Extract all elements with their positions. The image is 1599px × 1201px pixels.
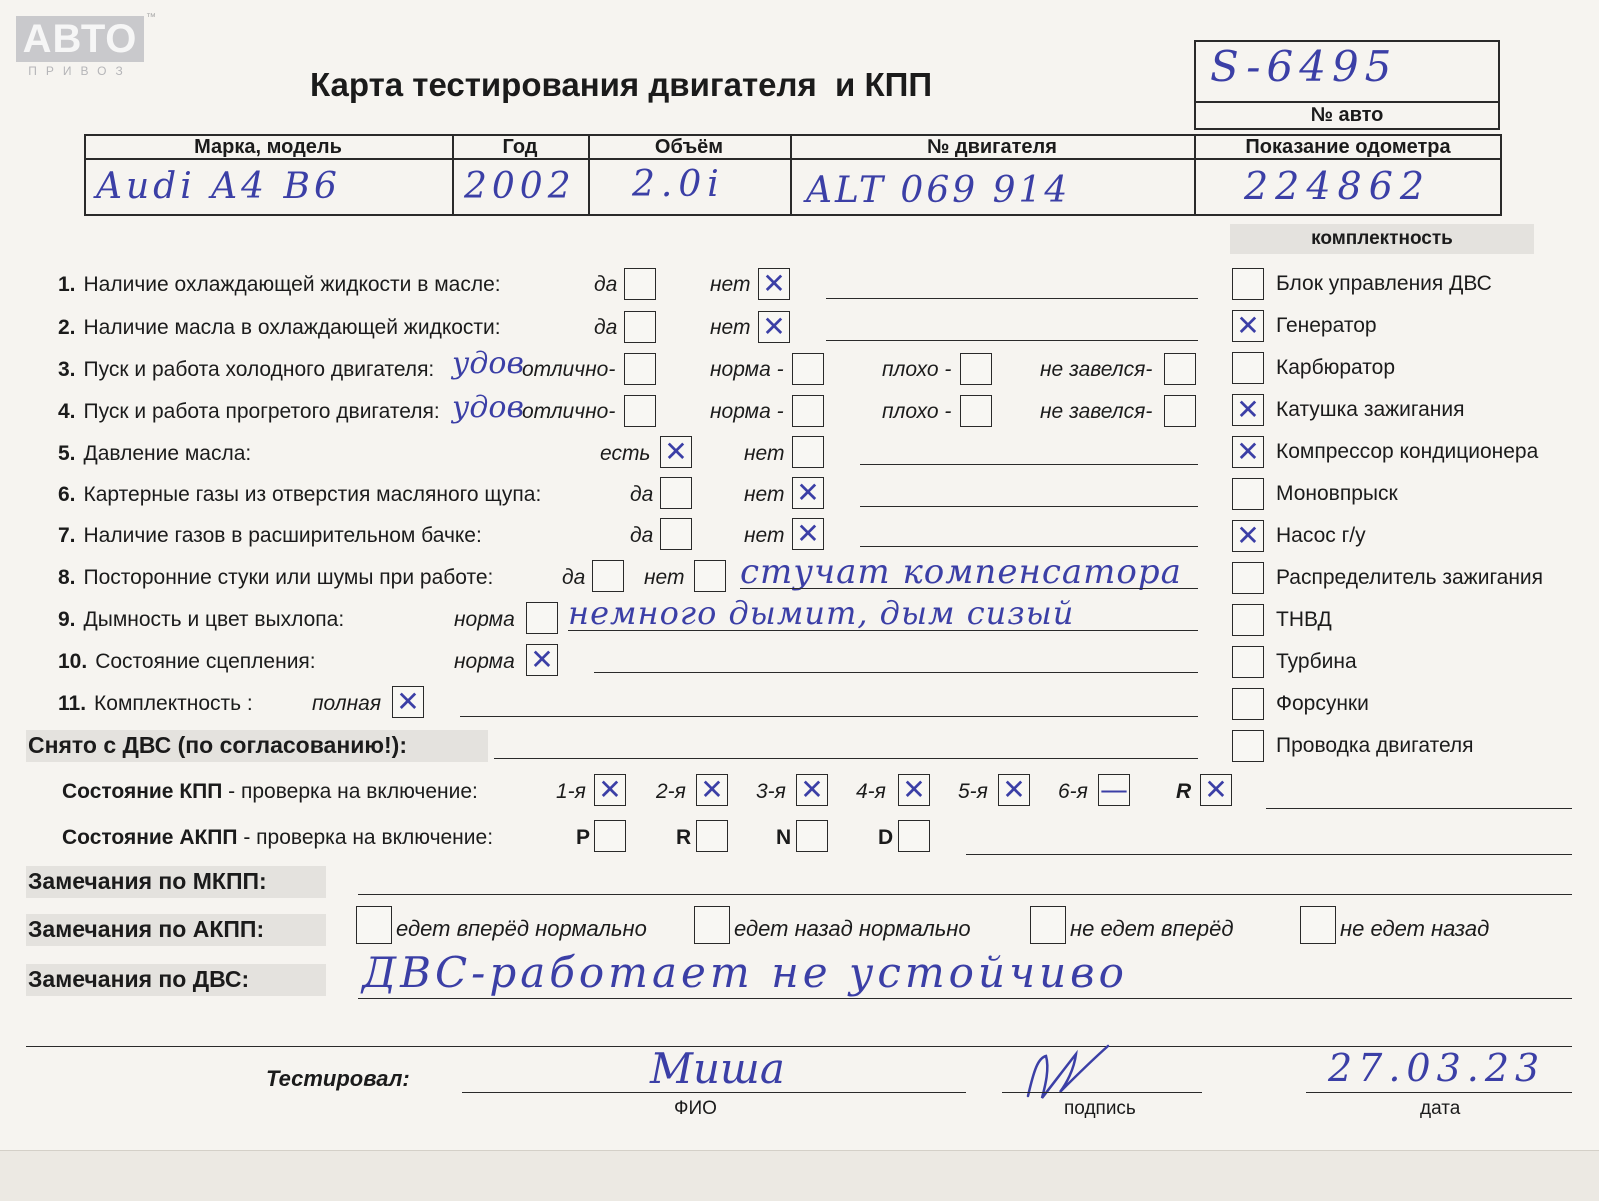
item-2-yes-checkbox[interactable] (624, 311, 656, 343)
item-9-line (568, 630, 1198, 631)
gear-5-label: 5-я (958, 780, 988, 803)
check-mark-icon: ✕ (762, 267, 786, 300)
check-mark-icon: ✕ (762, 310, 786, 343)
item-5-number: 5. (58, 442, 76, 465)
name-caption: ФИО (674, 1098, 717, 1119)
item-2-opt-no: нет (710, 316, 751, 339)
item-8-label (58, 566, 493, 590)
item-10-line (594, 672, 1198, 673)
completeness-checkbox-7[interactable] (1232, 520, 1264, 552)
check-mark-icon: ✕ (1002, 773, 1026, 806)
item-6-opt-yes: да (630, 483, 654, 506)
check-mark-icon: ✕ (1236, 435, 1260, 468)
col-header-odometer: Показание одометра (1245, 136, 1451, 158)
signature-caption: подпись (1064, 1098, 1136, 1119)
item-1-opt-no: нет (710, 273, 751, 296)
item-1-label (58, 273, 501, 297)
completeness-checkbox-2[interactable] (1232, 310, 1264, 342)
tester-name: Миша (650, 1044, 785, 1093)
item-9-text: Дымность и цвет выхлопа: (83, 608, 345, 631)
check-mark-icon: ✕ (598, 773, 622, 806)
item-8-number: 8. (58, 566, 76, 589)
gear-6-label: 6-я (1058, 780, 1088, 803)
auto-number-label: № авто (1310, 104, 1384, 126)
item-4-bad-checkbox[interactable] (960, 395, 992, 427)
item-2-line (826, 340, 1198, 341)
item-7-number: 7. (58, 524, 76, 547)
item-3-bad-checkbox[interactable] (960, 353, 992, 385)
gear-5-checkbox[interactable] (998, 774, 1030, 806)
item-3-opt-excellent: отлично- (522, 358, 616, 381)
item-4-opt-bad: плохо - (882, 400, 952, 423)
item-2-text: Наличие масла в охлаждающей жидкости: (83, 316, 501, 339)
gear-1-checkbox[interactable] (594, 774, 626, 806)
akpp-line (966, 854, 1572, 855)
akpp-mode-r-label: R (676, 826, 692, 849)
item-10-label (58, 650, 316, 674)
item-10-opt-normal: норма (454, 650, 515, 673)
completeness-checkbox-10[interactable] (1232, 646, 1264, 678)
completeness-label-10: Турбина (1276, 650, 1357, 673)
akpp-mode-p-checkbox[interactable] (594, 820, 626, 852)
item-5-label (58, 442, 251, 466)
item-4-excellent-checkbox[interactable] (624, 395, 656, 427)
signature-line (1002, 1092, 1202, 1093)
completeness-label-12: Проводка двигателя (1276, 734, 1474, 757)
model-value: Audi A4 B6 (96, 166, 341, 207)
item-3-label (58, 358, 434, 382)
col-header-engine-number: № двигателя (927, 136, 1057, 158)
item-6-line (860, 506, 1198, 507)
signature-image (1016, 1040, 1116, 1106)
item-8-no-checkbox[interactable] (694, 560, 726, 592)
check-mark-icon: ✕ (700, 773, 724, 806)
gear-4-label: 4-я (856, 780, 886, 803)
item-10-number: 10. (58, 650, 88, 673)
date-caption: дата (1420, 1098, 1461, 1119)
item-8-opt-no: нет (644, 566, 685, 589)
akpp-mode-d-label: D (878, 826, 894, 849)
gear-2-checkbox[interactable] (696, 774, 728, 806)
item-1-line (826, 298, 1198, 299)
item-9-label (58, 608, 344, 632)
akpp-no-backward-checkbox[interactable] (1300, 906, 1336, 944)
item-3-text: Пуск и работа холодного двигателя: (83, 358, 435, 381)
logo-tm: ™ (146, 12, 156, 23)
akpp-mode-n-label: N (776, 826, 792, 849)
name-line (462, 1092, 966, 1093)
item-1-number: 1. (58, 273, 76, 296)
completeness-label-8: Распределитель зажигания (1276, 566, 1544, 589)
remarks-akpp-label: Замечания по АКПП: (28, 916, 265, 942)
completeness-label-9: ТНВД (1276, 608, 1332, 631)
page-title: Карта тестирования двигателя и КПП (310, 66, 933, 103)
col-header-volume: Объём (654, 136, 724, 158)
item-7-text: Наличие газов в расширительном бачке: (83, 524, 482, 547)
item-7-label (58, 524, 482, 548)
completeness-label-5: Компрессор кондиционера (1276, 440, 1539, 463)
akpp-no-backward-label: не едет назад (1340, 916, 1490, 941)
gear-3-checkbox[interactable] (796, 774, 828, 806)
item-11-number: 11. (58, 692, 87, 715)
completeness-checkbox-3[interactable] (1232, 352, 1264, 384)
completeness-title: комплектность (1311, 228, 1453, 249)
item-2-no-checkbox[interactable] (758, 311, 790, 343)
akpp-backward-ok-checkbox[interactable] (694, 906, 730, 944)
item-8-opt-yes: да (562, 566, 586, 589)
check-mark-icon: ✕ (396, 685, 420, 718)
item-6-yes-checkbox[interactable] (660, 477, 692, 509)
check-mark-icon: ✕ (902, 773, 926, 806)
check-mark-icon: ✕ (1236, 309, 1260, 342)
gear-r-label: R (1176, 780, 1192, 803)
akpp-forward-ok-checkbox[interactable] (356, 906, 392, 944)
item-6-text: Картерные газы из отверстия масляного щупа: (83, 483, 542, 506)
gear-2-label: 2-я (656, 780, 686, 803)
remarks-mkpp-label: Замечания по МКПП: (28, 868, 267, 894)
akpp-no-forward-checkbox[interactable] (1030, 906, 1066, 944)
item-8-text: Посторонние стуки или шумы при работе: (83, 566, 494, 589)
item-8-note: стучат компенсатора (740, 552, 1182, 592)
completeness-label-4: Катушка зажигания (1276, 398, 1465, 421)
item-5-no-checkbox[interactable] (792, 436, 824, 468)
completeness-checkbox-4[interactable] (1232, 394, 1264, 426)
item-10-normal-checkbox[interactable] (526, 644, 558, 676)
completeness-label-2: Генератор (1276, 314, 1377, 337)
gear-1-label: 1-я (556, 780, 586, 803)
akpp-label-rest: - проверка на включение: (237, 826, 494, 849)
item-11-label (58, 692, 253, 716)
item-1-opt-yes: да (594, 273, 618, 296)
removed-label: Снято с ДВС (по согласованию!): (28, 732, 407, 758)
logo-text: АВТО (16, 16, 144, 62)
kpp-label-rest: - проверка на включение: (222, 780, 478, 803)
remarks-dvs-label: Замечания по ДВС: (28, 966, 250, 992)
item-4-nostart-checkbox[interactable] (1164, 395, 1196, 427)
gear-3-label: 3-я (756, 780, 786, 803)
item-4-opt-excellent: отлично- (522, 400, 616, 423)
item-7-line (860, 546, 1198, 547)
paper-bottom-edge (0, 1150, 1599, 1201)
completeness-label-3: Карбюратор (1276, 356, 1396, 379)
item-6-opt-no: нет (744, 483, 785, 506)
item-4-number: 4. (58, 400, 76, 423)
item-2-label (58, 316, 501, 340)
item-4-opt-normal: норма - (710, 400, 784, 423)
item-5-opt-no: нет (744, 442, 785, 465)
completeness-checkbox-8[interactable] (1232, 562, 1264, 594)
item-6-no-checkbox[interactable] (792, 477, 824, 509)
logo-subtext: ПРИВОЗ (28, 64, 132, 78)
gear-4-checkbox[interactable] (898, 774, 930, 806)
check-mark-icon: ✕ (664, 435, 688, 468)
completeness-checkbox-12[interactable] (1232, 730, 1264, 762)
item-1-text: Наличие охлаждающей жидкости в масле: (83, 273, 501, 296)
akpp-no-forward-label: не едет вперёд (1070, 916, 1234, 941)
item-9-note: немного дымит, дым сизый (568, 594, 1075, 632)
remarks-dvs-value: ДВС-работает не устойчиво (362, 948, 1128, 997)
item-6-label (58, 483, 541, 507)
item-3-opt-nostart: не завелся- (1040, 358, 1153, 381)
item-5-opt-yes: есть (600, 442, 651, 465)
item-3-excellent-checkbox[interactable] (624, 353, 656, 385)
item-3-nostart-checkbox[interactable] (1164, 353, 1196, 385)
check-mark-icon: ✕ (1204, 773, 1228, 806)
gear-r-checkbox[interactable] (1200, 774, 1232, 806)
item-4-opt-nostart: не завелся- (1040, 400, 1153, 423)
item-4-label (58, 400, 440, 424)
item-7-no-checkbox[interactable] (792, 518, 824, 550)
volume-value: 2.0i (632, 164, 725, 205)
col-header-year: Год (502, 136, 538, 158)
item-9-opt-normal: норма (454, 608, 515, 631)
item-5-text: Давление масла: (83, 442, 252, 465)
completeness-label-11: Форсунки (1276, 692, 1369, 715)
completeness-checkbox-5[interactable] (1232, 436, 1264, 468)
gear-6-checkbox[interactable] (1098, 774, 1130, 806)
engine-number-value: ALT 069 914 (806, 170, 1071, 211)
completeness-checkbox-6[interactable] (1232, 478, 1264, 510)
kpp-line (1266, 808, 1572, 809)
item-11-opt-full: полная (312, 692, 382, 715)
remarks-dvs-line (358, 998, 1572, 999)
akpp-mode-n-checkbox[interactable] (796, 820, 828, 852)
signoff-label: Тестировал: (266, 1066, 410, 1091)
item-9-number: 9. (58, 608, 76, 631)
completeness-label-7: Насос г/у (1276, 524, 1366, 547)
item-3-normal-checkbox[interactable] (792, 353, 824, 385)
check-mark-icon: ✕ (800, 773, 824, 806)
item-3-opt-bad: плохо - (882, 358, 952, 381)
akpp-forward-ok-label: едет вперёд нормально (396, 916, 647, 941)
auto-number-divider (1194, 101, 1500, 103)
akpp-label-bold: Состояние АКПП (62, 826, 238, 849)
item-4-normal-checkbox[interactable] (792, 395, 824, 427)
kpp-label (62, 780, 478, 804)
item-4-text: Пуск и работа прогретого двигателя: (83, 400, 440, 423)
akpp-mode-d-checkbox[interactable] (898, 820, 930, 852)
item-7-opt-yes: да (630, 524, 654, 547)
check-mark-icon: ✕ (1236, 393, 1260, 426)
akpp-mode-r-checkbox[interactable] (696, 820, 728, 852)
completeness-checkbox-11[interactable] (1232, 688, 1264, 720)
item-4-note: удов (452, 390, 524, 425)
test-date: 27.03.23 (1328, 1046, 1546, 1090)
item-2-number: 2. (58, 316, 76, 339)
check-mark-icon: ✕ (1236, 519, 1260, 552)
completeness-label-1: Блок управления ДВС (1276, 272, 1492, 295)
item-5-yes-checkbox[interactable] (660, 436, 692, 468)
item-1-no-checkbox[interactable] (758, 268, 790, 300)
item-2-opt-yes: да (594, 316, 618, 339)
completeness-checkbox-1[interactable] (1232, 268, 1264, 300)
item-11-line (460, 716, 1198, 717)
dash-mark-icon: — (1100, 773, 1128, 806)
item-8-line (740, 588, 1198, 589)
check-mark-icon: ✕ (796, 476, 820, 509)
kpp-label-bold: Состояние КПП (62, 780, 223, 803)
completeness-checkbox-9[interactable] (1232, 604, 1264, 636)
item-1-yes-checkbox[interactable] (624, 268, 656, 300)
item-11-full-checkbox[interactable] (392, 686, 424, 718)
item-5-line (860, 464, 1198, 465)
removed-line (494, 758, 1198, 759)
col-header-model: Марка, модель (194, 136, 342, 158)
auto-number-value: S-6495 (1210, 42, 1398, 91)
date-line (1306, 1092, 1572, 1093)
item-3-opt-normal: норма - (710, 358, 784, 381)
item-8-yes-checkbox[interactable] (592, 560, 624, 592)
remarks-mkpp-line (358, 894, 1572, 895)
akpp-backward-ok-label: едет назад нормально (734, 916, 971, 941)
item-10-text: Состояние сцепления: (95, 650, 316, 673)
year-value: 2002 (464, 166, 576, 207)
item-7-yes-checkbox[interactable] (660, 518, 692, 550)
item-11-text: Комплектность : (94, 692, 253, 715)
item-6-number: 6. (58, 483, 76, 506)
check-mark-icon: ✕ (796, 517, 820, 550)
item-7-opt-no: нет (744, 524, 785, 547)
completeness-label-6: Моновпрыск (1276, 482, 1398, 505)
odometer-value: 224862 (1244, 164, 1432, 208)
akpp-label (62, 826, 493, 850)
item-9-normal-checkbox[interactable] (526, 602, 558, 634)
check-mark-icon: ✕ (530, 643, 554, 676)
akpp-mode-p-label: P (576, 826, 591, 849)
logo (16, 12, 156, 80)
item-3-note: удов (452, 346, 524, 381)
item-3-number: 3. (58, 358, 76, 381)
